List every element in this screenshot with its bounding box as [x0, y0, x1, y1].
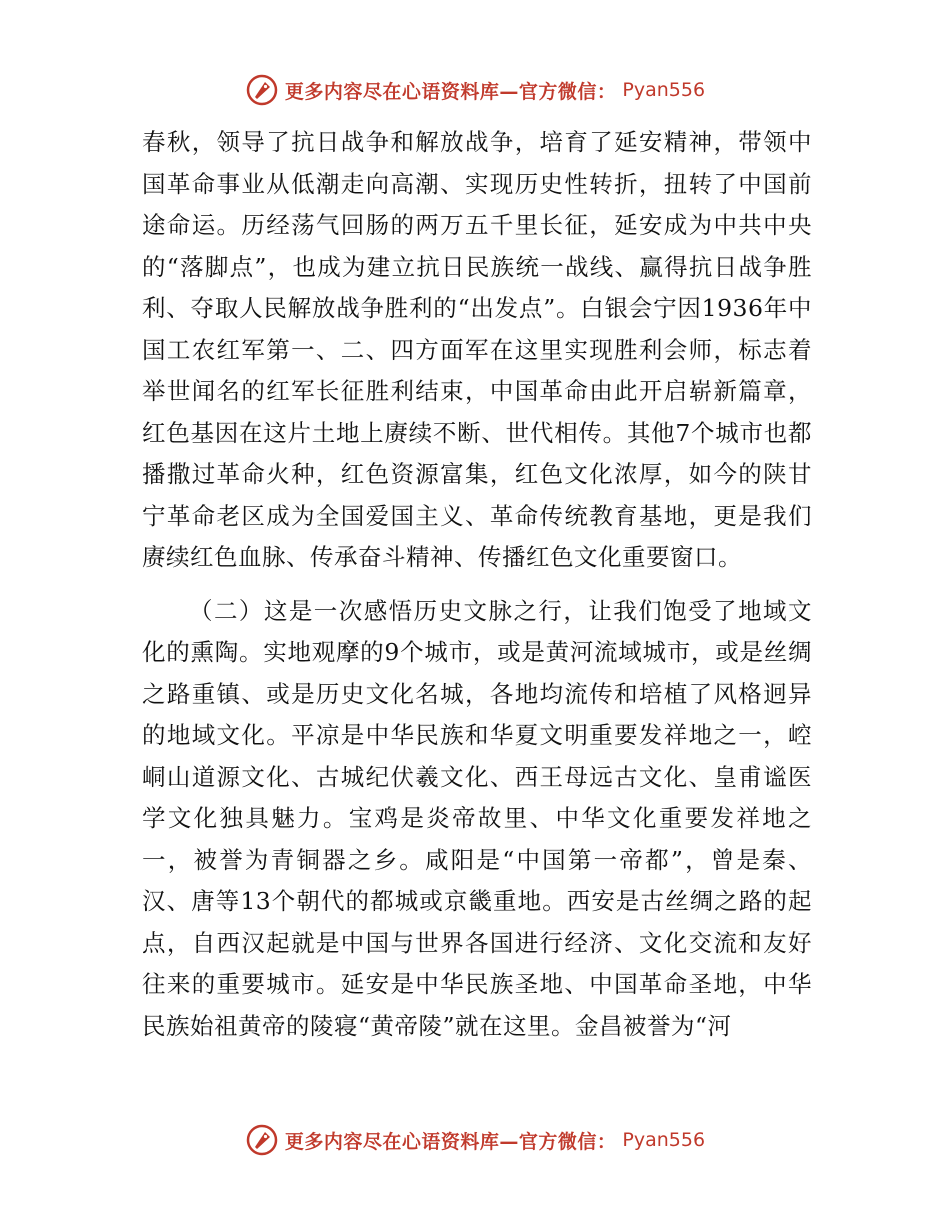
paragraph-revolution: 春秋，领导了抗日战争和解放战争，培育了延安精神，带领中国革命事业从低潮走向高潮、实现历史性转折，扭转了中国前途命运。历经荡气回肠的两万五千里长征，延安成为中共中央的“落脚点”，也成为建立抗日民族统一战线、赢得抗日战争胜利、夺取人民解放战争胜利的“出发点”。白银会宁因1936年中国工农红军第一、二、四方面军在这里实现胜利会师，标志着举世闻名的红军长征胜利结束，中国革命由此开启崭新篇章，红色基因在这片土地上赓续不断、世代相传。其他7个城市也都播撒过革命火种，红色资源富集，红色文化浓厚，如今的陕甘宁革命老区成为全国爱国主义、革命传统教育基地，更是我们赓续红色血脉、传承奋斗精神、传播红色文化重要窗口。 [142, 128, 812, 571]
watermark-wechat-id: Pyan556 [622, 1129, 706, 1151]
footer-watermark [0, 1120, 950, 1160]
watermark-text: 更多内容尽在心语资料库—官方微信： [284, 80, 617, 103]
pen-nib-logo-icon [245, 73, 279, 107]
header-watermark [0, 70, 950, 110]
watermark-wechat-id: Pyan556 [622, 79, 706, 101]
paragraph-history-culture: （二）这是一次感悟历史文脉之行，让我们饱受了地域文化的熏陶。实地观摩的9个城市，或是黄河流域城市，或是丝绸之路重镇、或是历史文化名城，各地均流传和培植了风格迥异的地域文化。平凉是中华民族和华夏文明重要发祥地之一，崆峒山道源文化、古城纪伏羲文化、西王母远古文化、皇甫谧医学文化独具魅力。宝鸡是炎帝故里、中华文化重要发祥地之一，被誉为青铜器之乡。咸阳是“中国第一帝都”，曾是秦、汉、唐等13个朝代的都城或京畿重地。西安是古丝绸之路的起点，自西汉起就是中国与世界各国进行经济、文化交流和友好往来的重要城市。延安是中华民族圣地、中国革命圣地，中华民族始祖黄帝的陵寝“黄帝陵”就在这里。金昌被誉为“河 [142, 596, 812, 1040]
document-body [142, 122, 812, 1047]
watermark-text: 更多内容尽在心语资料库—官方微信： [284, 1130, 617, 1153]
pen-nib-logo-icon [245, 1123, 279, 1157]
